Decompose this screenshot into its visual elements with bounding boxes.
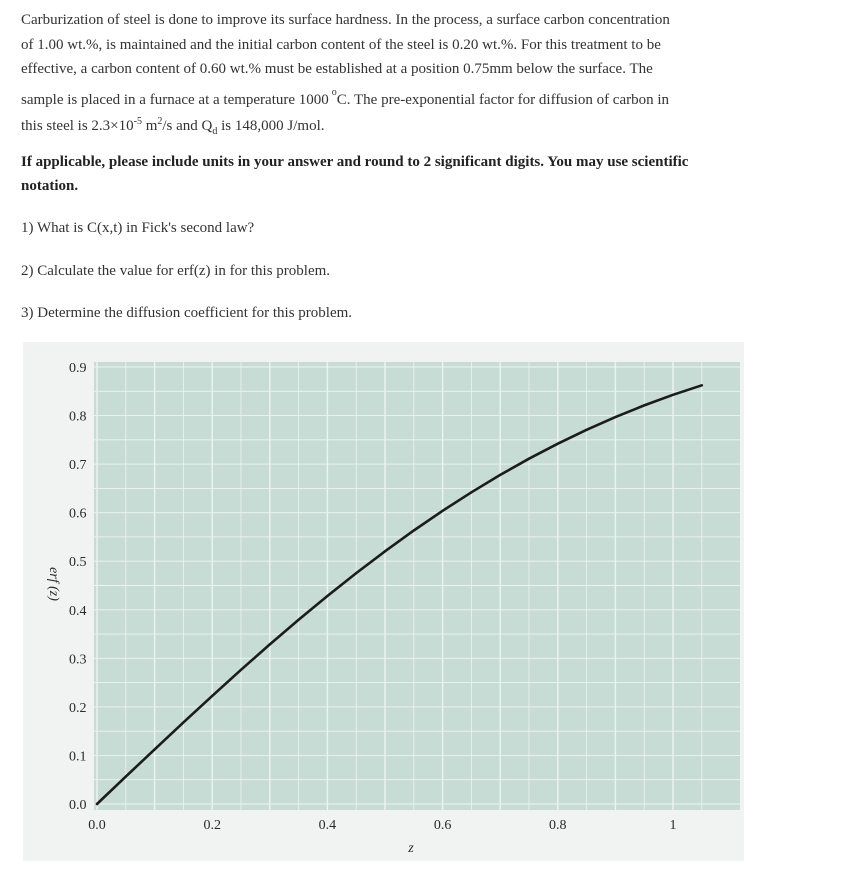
y-tick-label: 0.8 [69,409,87,425]
x-tick-label: 0.4 [318,818,337,833]
question-1: 1) What is C(x,t) in Fick's second law? [21,220,255,236]
question-2: 2) Calculate the value for erf(z) in for this problem. [21,263,331,279]
problem-line-4-post: C. The pre-exponential factor for diffusion of carbon in [336,91,670,108]
problem-line-5d: is 148,000 J/mol. [217,118,325,134]
x-tick-labels [88,818,676,833]
question-3: 3) Determine the diffusion coefficient for this problem. [21,305,353,321]
problem-line-1: Carburization of steel is done to improve its surface hardness. In the process, a surface carbon concentration [21,12,670,28]
y-tick-label: 0.4 [69,603,87,619]
x-tick-label: 0.8 [549,818,567,833]
y-tick-labels [69,361,87,813]
erf-chart [23,342,744,861]
x-axis-label: z [408,841,414,856]
y-tick-label: 0.1 [69,749,87,765]
y-tick-label: 0.3 [69,652,87,668]
y-tick-label: 0.6 [69,506,87,522]
x-tick-label: 0.6 [433,818,452,833]
exponent-squared: 2 [157,116,163,127]
problem-line-2: of 1.00 wt.%, is maintained and the initial carbon content of the steel is 0.20 wt.%. For this treatment to be [21,36,661,53]
problem-line-4-pre: sample is placed in a furnace at a temperature 1000 [21,91,329,108]
x-tick-label: 0.0 [88,818,106,833]
problem-line-5a: this steel is 2.3×10 [21,118,134,134]
x-tick-label: 0.2 [203,818,221,833]
problem-statement [21,8,741,139]
y-axis-label: erf (z) [46,567,61,601]
exponent: -5 [133,116,142,127]
y-tick-label: 0.2 [69,700,87,716]
problem-line-5b: m [141,118,158,134]
x-tick-label: 1 [669,818,677,833]
erf-chart-svg [23,342,744,861]
problem-line-5c: /s and Q [162,118,213,134]
y-tick-label: 0.9 [69,361,87,376]
y-tick-label: 0.7 [69,458,87,474]
problem-line-3: effective, a carbon content of 0.60 wt.% must be established at a position 0.75mm below the surface. The [21,61,653,77]
plot-area [94,362,740,810]
answer-instructions: If applicable, please include units in your answer and round to 2 significant digits. You may use scientific notation. [21,154,689,194]
subscript-d: d [212,126,218,137]
y-tick-label: 0.0 [69,798,87,813]
y-tick-label: 0.5 [69,555,87,571]
degree-symbol: o [331,86,337,98]
